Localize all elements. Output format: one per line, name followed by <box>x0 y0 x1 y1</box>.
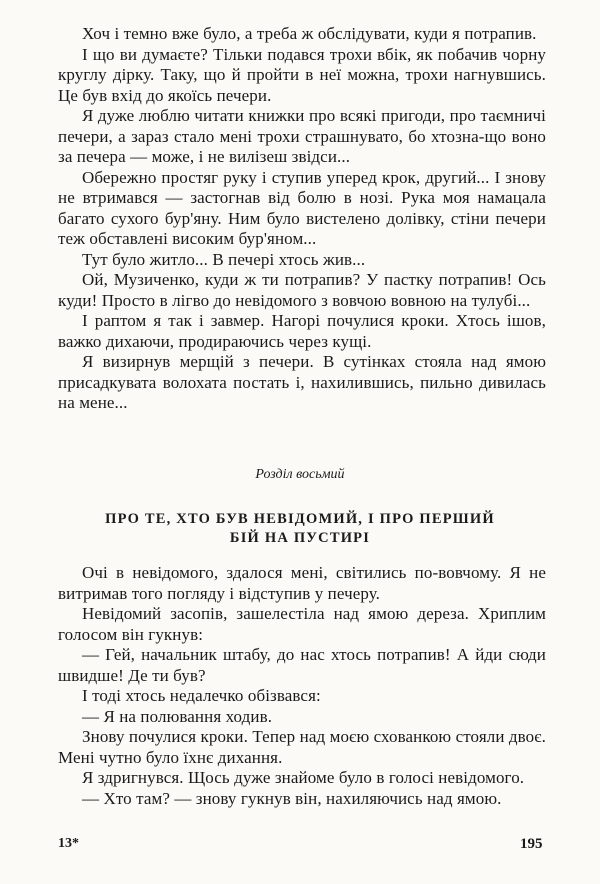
paragraph: І що ви думаєте? Тільки подався трохи вбік, як побачив чорну круглу дірку. Таку, що й пройти в неї можна, трохи нагнувшись. Це був вхід до якоїсь печери. <box>58 44 546 105</box>
paragraph: Хоч і темно вже було, а треба ж обслідувати, куди я потрапив. <box>82 24 537 43</box>
paragraph: — Хто там? — знову гукнув він, нахиляючись над ямою. <box>82 788 502 808</box>
paragraph: Невідомий засопів, зашелестіла над ямою дереза. Хриплим голосом він гукнув: <box>58 604 546 644</box>
paragraph: Я визирнув мерщій з печери. В сутінках стояла над ямою присадкувата волохата постать і, нахилившись, пильно дивилась на мене... <box>58 352 546 412</box>
paragraph: Знову почулися кроки. Тепер над моєю схованкою стояли двоє. Мені чутно було їхнє дихання. <box>58 727 546 767</box>
paragraph: Обережно простяг руку і ступив уперед крок, другий... І знову не втримався — застогнав від болю в нозі. Рука моя намацала багато сухого бур'яну. Ним було вистелено долівку, стіни печери теж обставлені високим бур'яном... <box>58 167 546 248</box>
text-block-top <box>58 24 546 414</box>
chapter-label: Розділ восьмий <box>255 467 345 482</box>
text-block-bottom <box>58 563 546 809</box>
paragraph: Я здригнувся. Щось дуже знайоме було в голосі невідомого. <box>82 768 525 787</box>
signature-mark: 13* <box>58 836 79 851</box>
chapter-title-line: БІЙ НА ПУСТИРІ <box>229 530 371 546</box>
page-number: 195 <box>520 836 543 852</box>
chapter-title <box>0 510 600 548</box>
paragraph: Тут було житло... В печері хтось жив... <box>82 249 366 269</box>
paragraph: Ой, Музиченко, куди ж ти потрапив? У пастку потрапив! Ось куди! Просто в лігво до невідомого з вовчою вовною на тулубі... <box>58 270 546 310</box>
paragraph: І тоді хтось недалечко обізвався: <box>82 686 321 705</box>
paragraph: Очі в невідомого, здалося мені, світились по-вовчому. Я не витримав того погляду і відступив у печеру. <box>58 563 546 603</box>
chapter-title-line: ПРО ТЕ, ХТО БУВ НЕВІДОМИЙ, І ПРО ПЕРШИЙ <box>105 511 495 527</box>
paragraph: Я дуже люблю читати книжки про всякі пригоди, про таємничі печери, а зараз стало мені трохи страшнувато, бо хтозна-що воно за печера — може, і не вилізеш звідси... <box>58 106 546 166</box>
paragraph: І раптом я так і завмер. Нагорі почулися кроки. Хтось ішов, важко дихаючи, продираючись через кущі. <box>58 311 546 351</box>
paragraph: — Гей, начальник штабу, до нас хтось потрапив! А йди сюди швидше! Де ти був? <box>58 645 546 685</box>
paragraph: — Я на полювання ходив. <box>82 706 273 726</box>
